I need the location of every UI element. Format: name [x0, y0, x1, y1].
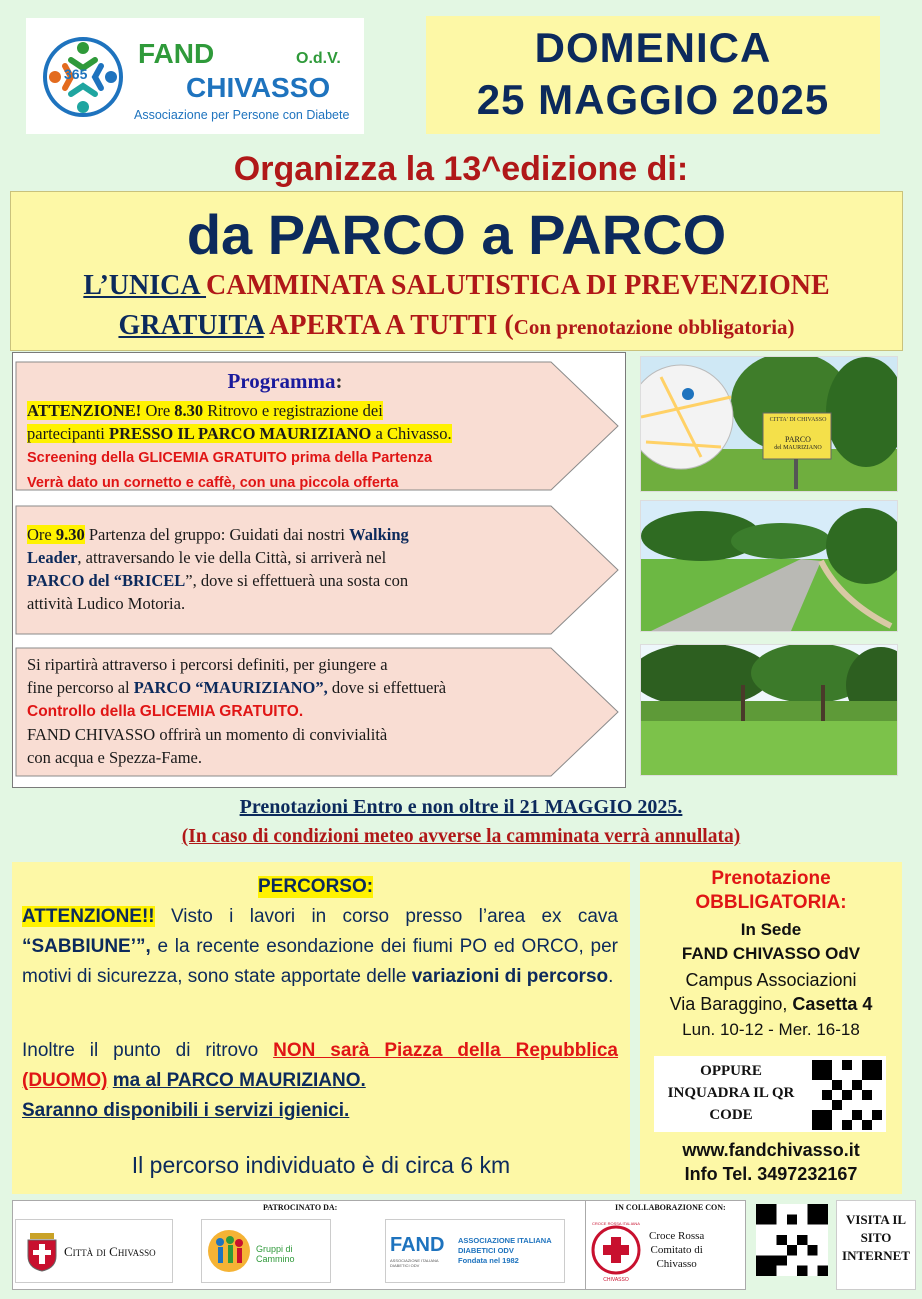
sponsor-gruppi-cammino — [201, 1219, 331, 1283]
fand-logo — [26, 18, 364, 134]
qr-text: OPPURE INQUADRA IL QR CODE — [667, 1063, 795, 1123]
collaborazione-label: IN COLLABORAZIONE CON: — [615, 1203, 726, 1212]
sponsor-fand-nazionale — [385, 1219, 565, 1283]
sign-mauriziano: del MAURIZIANO — [774, 445, 822, 451]
footer-divider — [585, 1201, 586, 1289]
photo-park-meadow — [640, 644, 898, 776]
percorso-paragraph-1: ATTENZIONE!! Visto i lavori in corso presso l’area ex cava “SABBIUNE’”, e la recente esondazione dei fiumi PO ed ORCO, per motivi di sicurezza, sono state apportate delle variazioni di percorso. — [22, 906, 618, 987]
step1-text: ATTENZIONE! Ore 8.30 Ritrovo e registrazione dei partecipanti PRESSO IL PARCO MAURIZIANO a Chivasso. Screening della GLICEMIA GRATUITO prima della Partenza Verrà dato un cornetto e caffè, con una piccola offerta — [27, 401, 452, 491]
program-step-3 — [15, 647, 619, 777]
program-step-1 — [15, 361, 619, 491]
park-path-photo-icon — [641, 501, 897, 631]
visit-website-label: VISITA IL SITO INTERNET — [836, 1200, 916, 1290]
aid-text: ASSOCIAZIONE ITALIANA DIABETICI ODV Fondata nel 1982 — [458, 1236, 552, 1265]
logo-subtitle: Associazione per Persone con Diabete — [134, 108, 350, 122]
qr-code-icon[interactable] — [812, 1060, 882, 1130]
park-sign-photo-icon — [641, 357, 897, 491]
patrocinato-label: PATROCINATO DA: — [263, 1203, 338, 1212]
organizza-heading: Organizza la 13^edizione di: — [233, 150, 689, 188]
percorso-paragraph-2: Inoltre il punto di ritrovo NON sarà Piazza della Repubblica (DUOMO) ma al PARCO MAURIZIANO. Saranno disponibili i servizi igienici. — [22, 1040, 619, 1121]
sponsor-citta-chivasso — [15, 1219, 173, 1283]
red-cross-icon — [591, 1225, 641, 1275]
cri-ring-bottom: CHIVASSO — [603, 1277, 629, 1283]
logo-chivasso-text: CHIVASSO — [186, 72, 331, 103]
booking-campus: Campus Associazioni — [685, 970, 857, 990]
walkers-icon — [206, 1228, 252, 1274]
cri-text: Croce Rossa Comitato di Chivasso — [649, 1230, 705, 1270]
event-date: 25 MAGGIO 2025 — [476, 76, 830, 123]
aperta-text: APERTA A TUTTI ( — [263, 310, 514, 341]
step3-text: Si ripartirà attraverso i percorsi definiti, per giungere a fine percorso al PARCO “MAURIZIANO”, dove si effettuerà Controllo della GLICEMIA GRATUITO. FAND CHIVASSO offrirà un momento di convivialità con acqua e Spezza-Fame. — [27, 655, 447, 767]
weather-notice: (In caso di condizioni meteo avverse la camminata verrà annullata) — [181, 826, 741, 847]
event-title: da PARCO a PARCO — [186, 203, 727, 266]
photo-parco-mauriziano — [640, 356, 898, 492]
program-step-2 — [15, 505, 619, 635]
program-panel — [12, 352, 626, 788]
booking-deadline: Prenotazioni Entro e non oltre il 21 MAGGIO 2025. — [239, 796, 683, 818]
logo-365-text: 365 — [64, 66, 88, 82]
website-qr-code-icon[interactable] — [756, 1204, 828, 1276]
logo-fand-text: FAND — [138, 38, 215, 69]
cri-ring-top: CROCE ROSSA ITALIANA — [592, 1221, 640, 1226]
percorso-box — [12, 862, 630, 1194]
program-title: Programma: — [227, 369, 343, 393]
percorso-distance: Il percorso individuato è di circa 6 km — [131, 1152, 511, 1178]
camminata-text: CAMMINATA SALUTISTICA DI PREVENZIONE — [206, 270, 830, 301]
event-day: DOMENICA — [534, 24, 772, 71]
event-subtitle-1 — [11, 270, 902, 302]
event-date-box — [426, 16, 880, 134]
gratuita-text: GRATUITA — [118, 310, 264, 341]
info-phone: Info Tel. 3497232167 — [684, 1164, 858, 1184]
sign-parco: PARCO — [785, 435, 811, 444]
event-subtitle-2 — [11, 310, 902, 342]
photo-park-path — [640, 500, 898, 632]
gruppi-text: Gruppi di Cammino — [256, 1244, 295, 1264]
fand-footer-logo: FAND — [390, 1234, 445, 1256]
sponsor-footer — [12, 1200, 746, 1290]
event-title-box — [10, 191, 903, 351]
website-link[interactable]: www.fandchivasso.it — [682, 1140, 860, 1160]
step2-text: Ore 9.30 Partenza del gruppo: Guidati dai nostri Walking Leader, attraversando le vie della Città, si arriverà nel PARCO del “BRICEL”, dove si effettuerà una sosta con attività Ludico Motoria. — [27, 525, 409, 613]
sign-city: CITTA' DI CHIVASSO — [769, 417, 827, 423]
qr-code-area — [654, 1056, 886, 1132]
booking-in-sede: In Sede — [740, 920, 802, 939]
unica-text: L’UNICA — [83, 270, 207, 301]
citta-text: Città di Chivasso — [64, 1244, 156, 1259]
booking-hours: Lun. 10-12 - Mer. 16-18 — [682, 1020, 860, 1039]
fand-footer-sub: ASSOCIAZIONE ITALIANA DIABETICI ODV — [390, 1258, 439, 1268]
logo-odv-text: O.d.V. — [296, 50, 341, 67]
booking-box — [640, 862, 902, 1194]
booking-title-2: OBBLIGATORIA: — [695, 892, 847, 913]
percorso-title: PERCORSO: — [258, 876, 374, 897]
sponsor-croce-rossa — [589, 1219, 739, 1283]
prenotazione-note: Con prenotazione obbligatoria) — [513, 315, 795, 339]
city-crest-icon — [24, 1232, 60, 1272]
park-meadow-photo-icon — [641, 645, 897, 775]
booking-org: FAND CHIVASSO OdV — [681, 944, 861, 963]
booking-title-1: Prenotazione — [711, 868, 831, 889]
booking-address: Via Baraggino, Casetta 4 — [669, 994, 873, 1014]
